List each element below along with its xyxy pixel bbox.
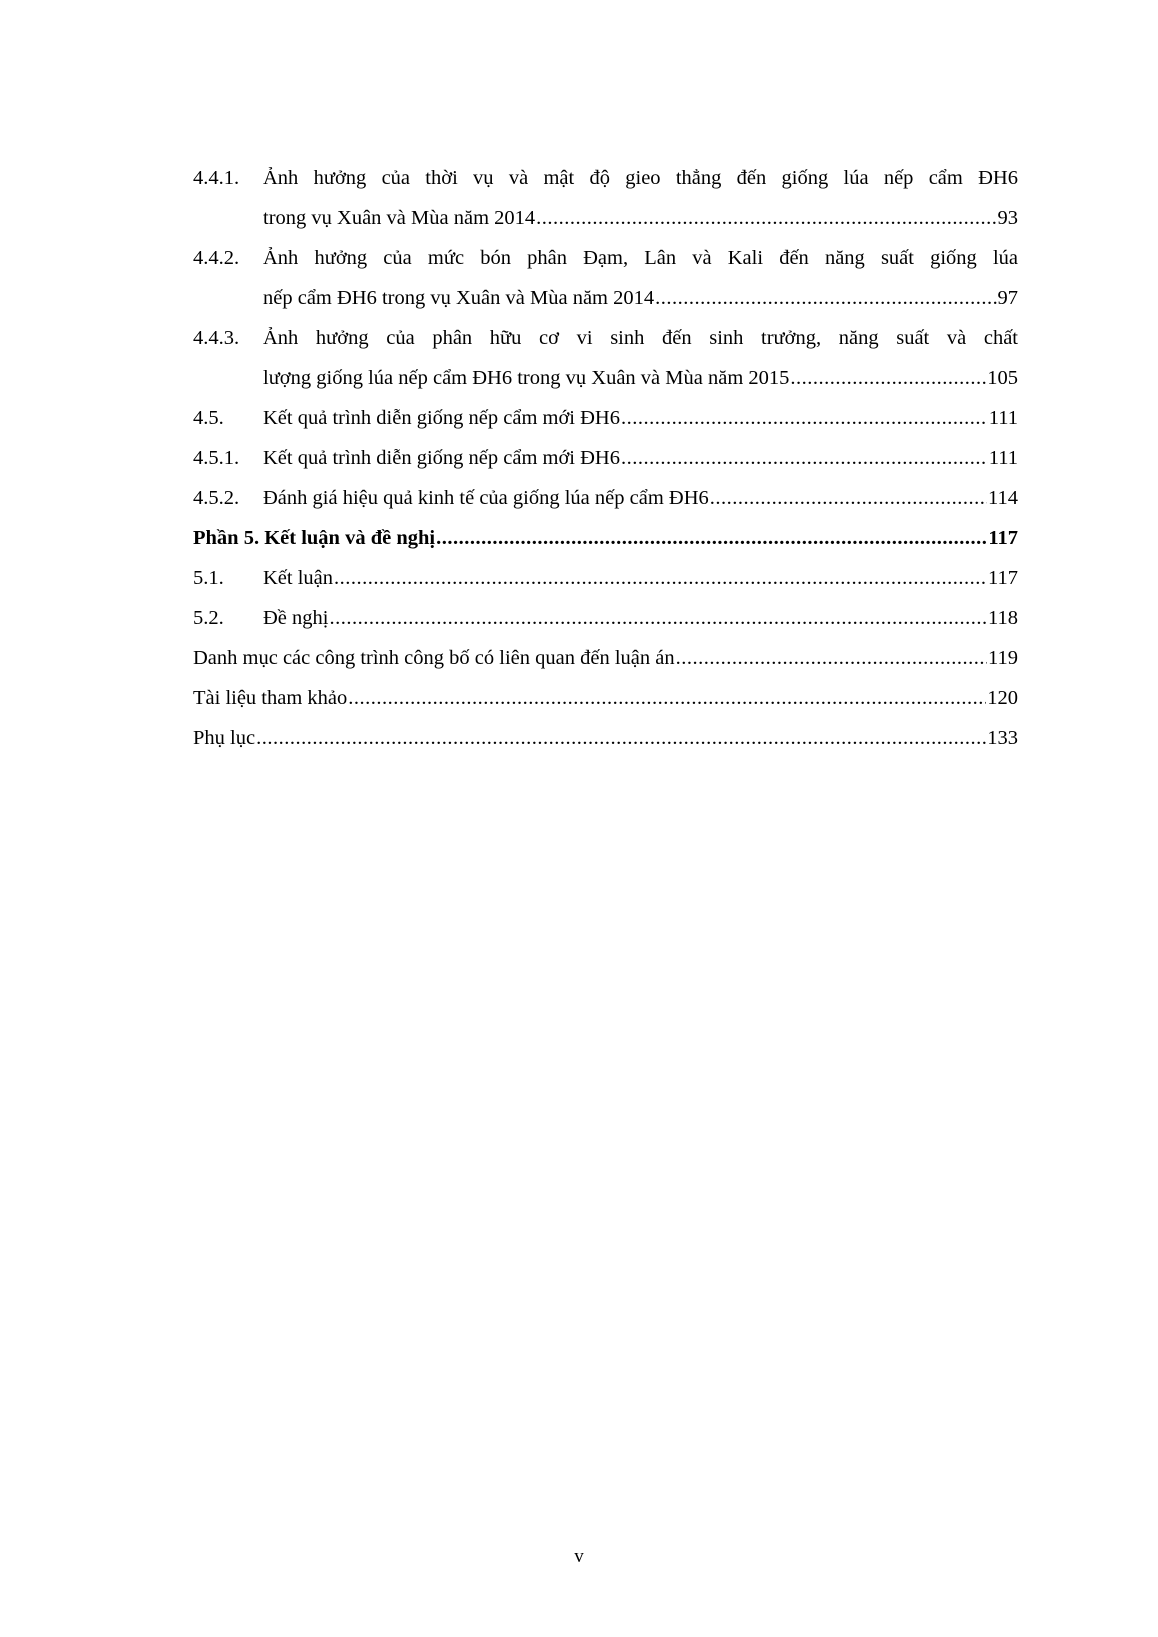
dot-leader xyxy=(710,478,987,518)
toc-entry-title: Đánh giá hiệu quả kinh tế của giống lúa nếp cẩm ĐH6 xyxy=(263,487,709,509)
toc-entry-title: Kết quả trình diễn giống nếp cẩm mới ĐH6 xyxy=(263,407,620,429)
toc-entry-page: 133 xyxy=(987,727,1018,749)
toc-entry-appendix[interactable] xyxy=(193,718,1018,758)
toc-entry-title: Tài liệu tham khảo xyxy=(193,687,348,709)
dot-leader xyxy=(436,518,987,558)
toc-entry-number: 4.4.2. xyxy=(193,247,240,269)
dot-leader xyxy=(348,678,986,718)
dot-leader xyxy=(536,198,996,238)
toc-entry-4-4-3[interactable] xyxy=(193,318,1018,398)
toc-entry-title: Phần 5. Kết luận và đề nghị xyxy=(193,527,436,549)
toc-entry-4-5-1[interactable] xyxy=(193,438,1018,478)
toc-entry-page: 118 xyxy=(988,607,1018,629)
table-of-contents xyxy=(193,158,1018,758)
dot-leader xyxy=(256,718,986,758)
toc-entry-title: Danh mục các công trình công bố có liên quan đến luận án xyxy=(193,647,675,669)
dot-leader xyxy=(621,438,988,478)
toc-entry-4-4-2[interactable] xyxy=(193,238,1018,318)
toc-entry-number: 5.1. xyxy=(193,567,224,589)
toc-entry-title: Đề nghị xyxy=(263,607,329,629)
toc-entry-page: 97 xyxy=(997,287,1018,309)
toc-entry-number: 4.5.1. xyxy=(193,447,240,469)
toc-entry-page: 117 xyxy=(988,527,1018,549)
toc-entry-number: 4.5.2. xyxy=(193,487,240,509)
dot-leader xyxy=(329,598,987,638)
toc-entry-number: 5.2. xyxy=(193,607,224,629)
dot-leader xyxy=(334,558,987,598)
toc-entry-4-4-1[interactable] xyxy=(193,158,1018,238)
toc-entry-number: 4.4.3. xyxy=(193,327,240,349)
toc-entry-4-5-2[interactable] xyxy=(193,478,1018,518)
toc-entry-page: 114 xyxy=(988,487,1018,509)
toc-entry-4-5[interactable] xyxy=(193,398,1018,438)
toc-entry-5-2[interactable] xyxy=(193,598,1018,638)
toc-entry-title-line2: lượng giống lúa nếp cẩm ĐH6 trong vụ Xuân và Mùa năm 2015 xyxy=(263,367,790,389)
page-number: v xyxy=(574,1546,584,1567)
toc-entry-part-5[interactable] xyxy=(193,518,1018,558)
toc-entry-title-line2: nếp cẩm ĐH6 trong vụ Xuân và Mùa năm 2014 xyxy=(263,287,655,309)
toc-entry-5-1[interactable] xyxy=(193,558,1018,598)
toc-entry-page: 111 xyxy=(988,447,1018,469)
toc-entry-references[interactable] xyxy=(193,678,1018,718)
toc-entry-title-line1: Ảnh hưởng của mức bón phân Đạm, Lân và Kali đến năng suất giống lúa xyxy=(263,247,1018,269)
dot-leader xyxy=(621,398,988,438)
toc-entry-page: 93 xyxy=(997,207,1018,229)
toc-entry-page: 119 xyxy=(988,647,1018,669)
dot-leader xyxy=(790,358,986,398)
toc-entry-title: Kết quả trình diễn giống nếp cẩm mới ĐH6 xyxy=(263,447,620,469)
toc-entry-number: 4.4.1. xyxy=(193,167,240,189)
toc-entry-title-line1: Ảnh hưởng của phân hữu cơ vi sinh đến sinh trưởng, năng suất và chất xyxy=(263,327,1018,349)
toc-entry-title: Phụ lục xyxy=(193,727,256,749)
dot-leader xyxy=(676,638,987,678)
toc-entry-title-line2: trong vụ Xuân và Mùa năm 2014 xyxy=(263,207,536,229)
toc-entry-page: 117 xyxy=(988,567,1018,589)
toc-entry-page: 120 xyxy=(987,687,1018,709)
dot-leader xyxy=(655,278,996,318)
toc-entry-page: 105 xyxy=(987,367,1018,389)
toc-entry-title-line1: Ảnh hưởng của thời vụ và mật độ gieo thẳng đến giống lúa nếp cẩm ĐH6 xyxy=(263,167,1018,189)
toc-entry-number: 4.5. xyxy=(193,407,224,429)
toc-entry-page: 111 xyxy=(988,407,1018,429)
toc-entry-title: Kết luận xyxy=(263,567,334,589)
toc-entry-publications[interactable] xyxy=(193,638,1018,678)
